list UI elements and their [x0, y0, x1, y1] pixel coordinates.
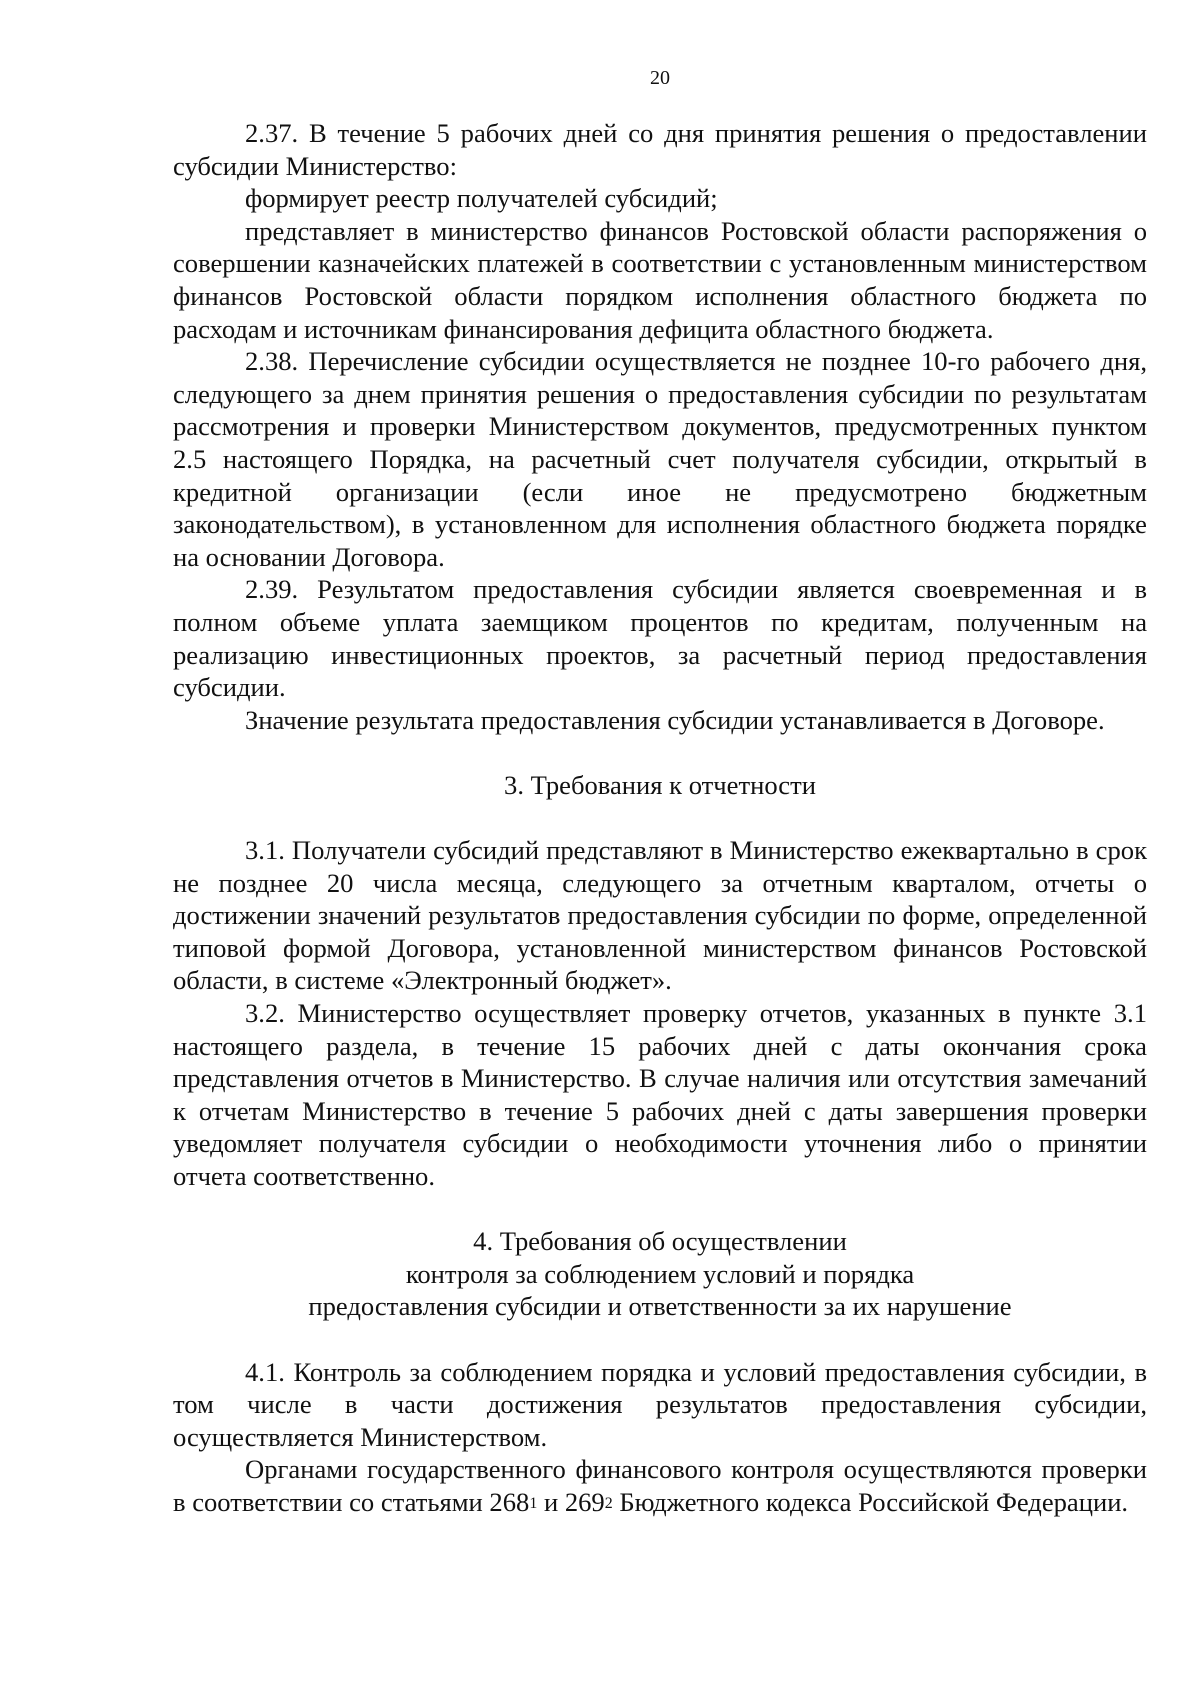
section-4-heading-line-2: контроля за соблюдением условий и порядка [405, 1258, 915, 1289]
paragraph-4-1-text-start: Органами государственного финансового контроля осуществляются проверки в соответствии со статьями 268 [173, 1454, 1147, 1517]
paragraph-2-39-value: Значение результата предоставления субсидии устанавливается в Договоре. [245, 704, 1105, 735]
paragraph-2-37-orders: представляет в министерство финансов Ростовской области распоряжения о совершении казначейских платежей в соответствии с установленным министерством финансов Ростовской области порядком исполнения областного бюджета по расходам и источникам финансирования дефицита областного бюджета. [173, 215, 1147, 344]
section-4-heading-line-1: 4. Требования об осуществлении [473, 1226, 847, 1257]
paragraph-4-1-text-mid: и 269 [537, 1486, 605, 1517]
section-3-heading: 3. Требования к отчетности [504, 769, 816, 800]
spacer [173, 1323, 1147, 1356]
spacer [173, 736, 1147, 769]
spacer [173, 1193, 1147, 1226]
paragraph-4-1: 4.1. Контроль за соблюдением порядка и условий предоставления субсидии, в том числе в части достижения результатов предоставления субсидии, осуществляется Министерством. [173, 1356, 1147, 1452]
paragraph-4-1-control-bodies [173, 1453, 1147, 1518]
page-number: 20 [650, 67, 670, 89]
superscript-2: 2 [604, 1494, 613, 1512]
paragraph-3-2: 3.2. Министерство осуществляет проверку отчетов, указанных в пункте 3.1 настоящего раздела, в течение 15 рабочих дней с даты окончания срока представления отчетов в Министерство. В случае наличия или отсутствия замечаний к отчетам Министерство в течение 5 рабочих дней с даты завершения проверки уведомляет получателя субсидии о необходимости уточнения либо о принятии отчета соответственно. [173, 998, 1147, 1191]
paragraph-2-37-registry: формирует реестр получателей субсидий; [245, 183, 718, 214]
paragraph-4-1-text-end: Бюджетного кодекса Российской Федерации. [612, 1486, 1129, 1517]
paragraph-3-1: 3.1. Получатели субсидий представляют в Министерство ежеквартально в срок не позднее 20 числа месяца, следующего за отчетным кварталом, отчеты о достижении значений результатов предоставления субсидии по форме, определенной типовой формой Договора, установленной министерством финансов Ростовской области, в системе «Электронный бюджет». [173, 835, 1147, 996]
paragraph-2-37: 2.37. В течение 5 рабочих дней со дня принятия решения о предоставлении субсидии Министерство: [173, 118, 1147, 181]
paragraph-2-38: 2.38. Перечисление субсидии осуществляется не позднее 10-го рабочего дня, следующего за днем принятия решения о предоставления субсидии по результатам рассмотрения и проверки Министерством документов, предусмотренных пунктом 2.5 настоящего Порядка, на расчетный счет получателя субсидии, открытый в кредитной организации (если иное не предусмотрено бюджетным законодательством), в установленном для исполнения областного бюджета порядке на основании Договора. [173, 346, 1147, 572]
paragraph-2-39: 2.39. Результатом предоставления субсидии является своевременная и в полном объеме уплата заемщиком процентов по кредитам, полученным на реализацию инвестиционных проектов, за расчетный период предоставления субсидии. [173, 574, 1147, 703]
document-body [173, 117, 1147, 1519]
superscript-1: 1 [529, 1494, 538, 1512]
spacer [173, 801, 1147, 834]
section-4-heading-line-3: предоставления субсидии и ответственности за их нарушение [308, 1291, 1012, 1322]
